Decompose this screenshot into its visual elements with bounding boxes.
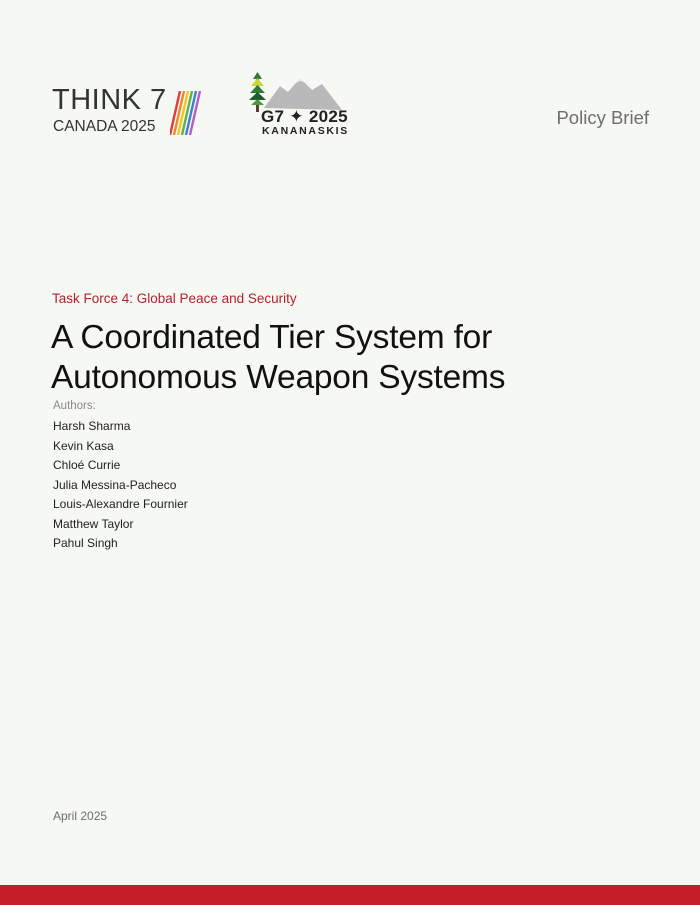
g7-year-text: G7 ✦ 2025 (261, 107, 348, 126)
document-title: A Coordinated Tier System for Autonomous Weapon Systems (51, 319, 506, 396)
task-force-label: Task Force 4: Global Peace and Security (52, 291, 297, 306)
document-type-label: Policy Brief (556, 107, 649, 128)
author-name: Pahul Singh (53, 536, 118, 550)
g7-kananaskis-logo (244, 70, 350, 140)
authors-list (53, 417, 188, 554)
author-name: Chloé Currie (53, 458, 121, 472)
think7-subline: CANADA 2025 (53, 118, 156, 135)
footer-accent-bar (0, 885, 700, 905)
publication-date: April 2025 (53, 809, 108, 823)
author-name: Matthew Taylor (53, 516, 134, 531)
authors-label: Authors: (53, 400, 96, 412)
author-name: Louis-Alexandre Fournier (53, 497, 188, 511)
mountains-tree-icon (244, 70, 344, 112)
g7-place-text: KANANASKIS (262, 125, 350, 137)
author-name: Kevin Kasa (53, 438, 114, 453)
author-name: Julia Messina-Pacheco (53, 477, 177, 492)
author-name: Harsh Sharma (53, 419, 131, 433)
rainbow-stripes-icon (170, 91, 202, 135)
think7-wordmark: THINK 7 (52, 84, 167, 116)
think7-logo (52, 86, 202, 136)
